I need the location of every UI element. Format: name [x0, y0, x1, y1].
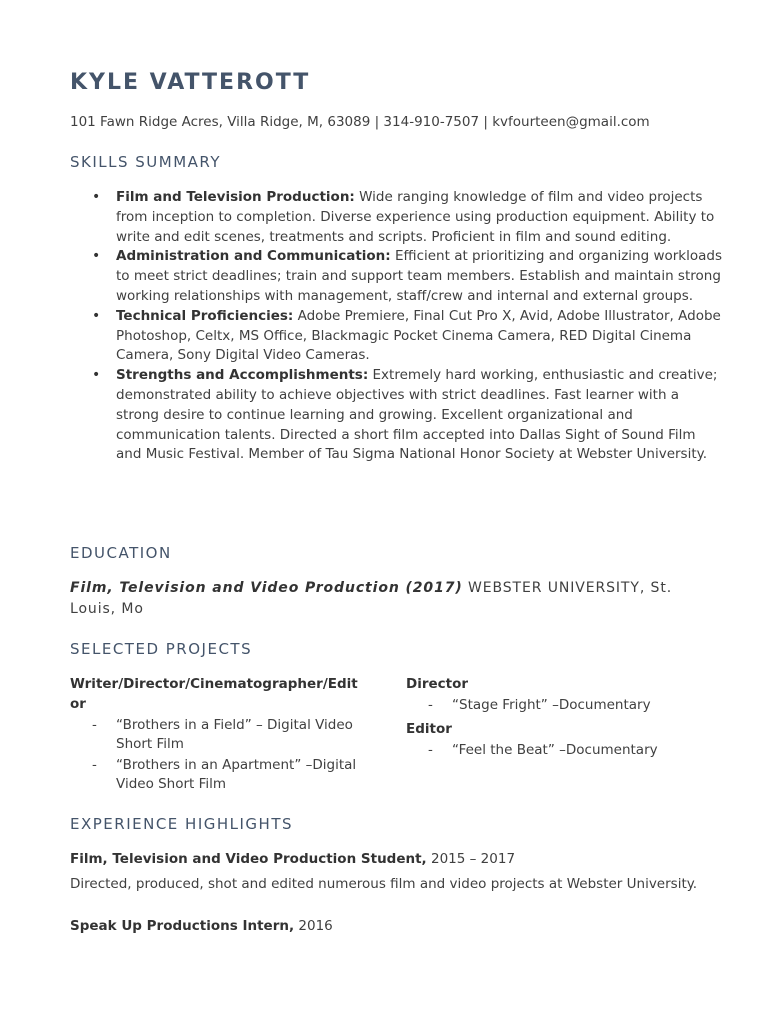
dash-icon: -	[92, 717, 97, 733]
bullet-icon: •	[92, 307, 101, 324]
skill-item	[92, 247, 724, 306]
dash-icon: -	[92, 757, 97, 773]
education-entry	[70, 578, 710, 620]
degree: Film, Television and Video Production (2017)	[70, 580, 463, 596]
bullet-icon: •	[92, 189, 101, 205]
job-dates: 2015 – 2017	[426, 851, 516, 867]
projects-right-column	[406, 674, 706, 764]
skill-text: Efficient at prioritizing and organizing workloads to meet strict deadlines; train and support team members. Establish and maintain strong working relationships with management, staff/crew and internal and external groups.	[116, 248, 723, 304]
bullet-icon: •	[92, 248, 101, 265]
skill-item	[92, 366, 724, 465]
project-list	[406, 741, 706, 760]
skill-label: Administration and Communication:	[116, 248, 391, 265]
project-item	[406, 741, 706, 760]
project-role: Writer/Director/Cinematographer/Editor	[70, 676, 358, 712]
bullet-icon: •	[92, 367, 101, 384]
project-role: Director	[406, 676, 469, 692]
project-title: “Brothers in an Apartment” –Digital Video Short Film	[116, 757, 357, 792]
skill-text: Extremely hard working, enthusiastic and creative; demonstrated ability to achieve objectives with strict deadlines. Fast learner with a strong desire to continue learning and growing. Excellent organizational and communication talents. Directed a short film accepted into Dallas Sight of Sound Film and Music Festival. Member of Tau Sigma National Honor Society at Webster University.	[116, 367, 718, 463]
experience-heading	[70, 918, 710, 934]
project-title: “Brothers in a Field” – Digital Video Short Film	[116, 717, 353, 752]
job-title: Speak Up Productions Intern,	[70, 918, 295, 934]
section-title-projects: SELECTED PROJECTS	[70, 640, 253, 658]
school: WEBSTER UNIVERSITY, St. Louis, Mo	[70, 580, 673, 617]
job-dates: 2016	[294, 918, 333, 934]
skill-text: Wide ranging knowledge of film and video projects from inception to completion. Diverse experience using production equipment. Ability to write and edit scenes, treatments and scripts. Proficient in film and sound editing.	[116, 189, 715, 245]
projects-left-column	[70, 674, 366, 798]
dash-icon: -	[428, 697, 433, 713]
skills-list	[90, 188, 724, 465]
project-list	[406, 696, 706, 715]
project-role: Editor	[406, 721, 452, 737]
applicant-name: KYLE VATTEROTT	[70, 70, 311, 95]
skill-label: Technical Proficiencies:	[116, 307, 294, 324]
project-title: “Stage Fright” –Documentary	[452, 697, 651, 713]
contact-line: 101 Fawn Ridge Acres, Villa Ridge, M, 63089 | 314-910-7507 | kvfourteen@gmail.com	[70, 114, 650, 130]
skill-item	[92, 188, 724, 247]
section-title-skills: SKILLS SUMMARY	[70, 153, 222, 171]
section-title-experience: EXPERIENCE HIGHLIGHTS	[70, 815, 294, 833]
skill-label: Strengths and Accomplishments:	[116, 367, 369, 384]
project-list	[70, 716, 366, 794]
project-item	[70, 756, 366, 794]
dash-icon: -	[428, 742, 433, 758]
experience-heading	[70, 851, 710, 867]
experience-description: Directed, produced, shot and edited numerous film and video projects at Webster University.	[70, 876, 698, 892]
skill-text: Adobe Premiere, Final Cut Pro X, Avid, Adobe Illustrator, Adobe Photoshop, Celtx, MS Office, Blackmagic Pocket Cinema Camera, RED Digital Cinema Camera, Sony Digital Video Cameras.	[116, 307, 721, 364]
section-title-education: EDUCATION	[70, 544, 172, 562]
project-item	[406, 696, 706, 715]
skill-label: Film and Television Production:	[116, 189, 355, 205]
project-title: “Feel the Beat” –Documentary	[452, 742, 658, 758]
skill-item	[92, 307, 724, 366]
project-item	[70, 716, 366, 754]
job-title: Film, Television and Video Production Student,	[70, 851, 427, 867]
